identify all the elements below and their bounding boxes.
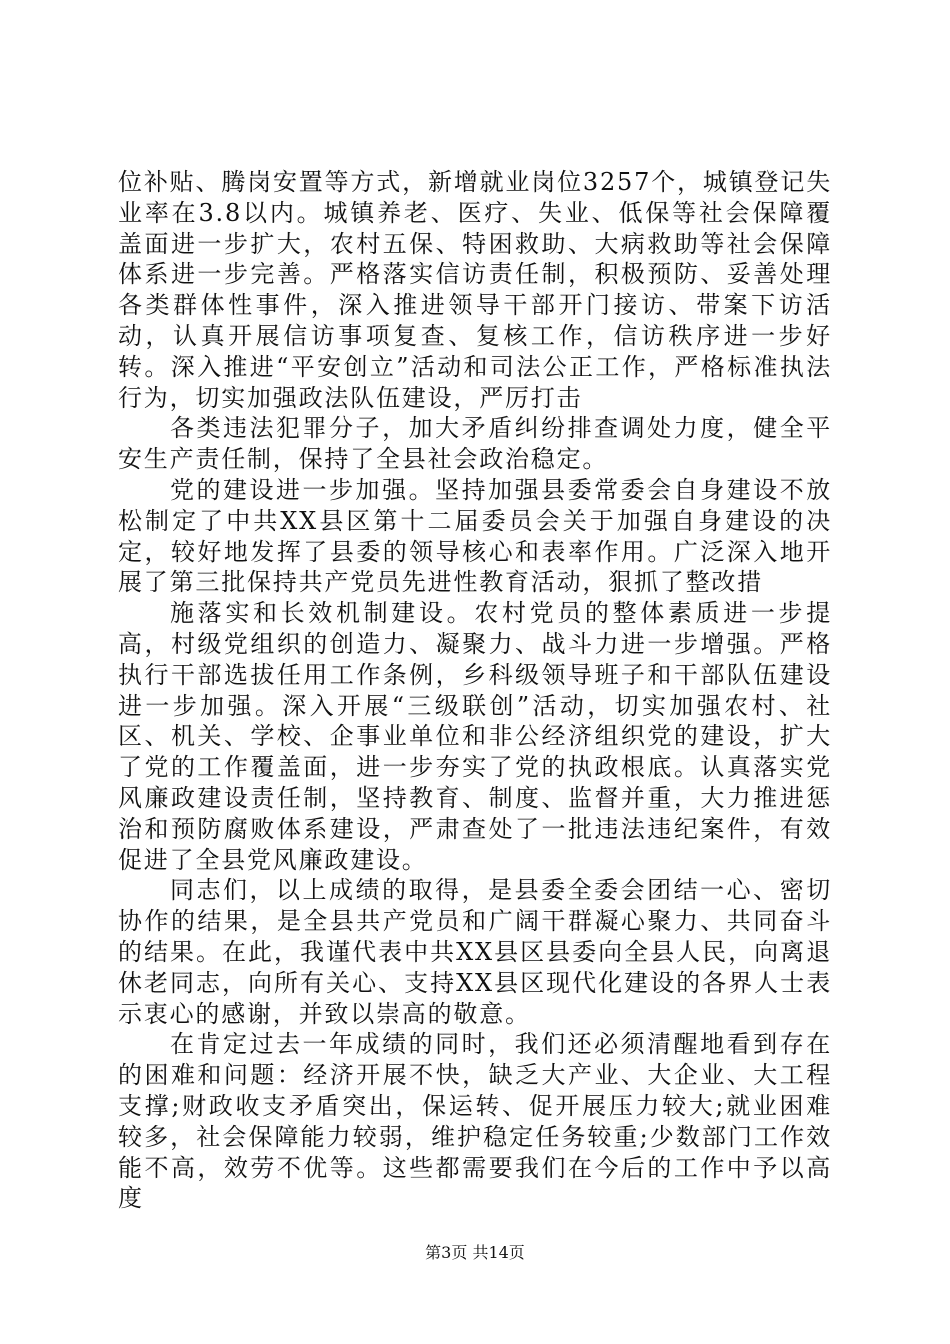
paragraph-2: 各类违法犯罪分子，加大矛盾纠纷排查调处力度，健全平安生产责任制，保持了全县社会政治稳定。 <box>118 414 832 474</box>
paragraph-1: 位补贴、腾岗安置等方式，新增就业岗位3257个，城镇登记失业率在3.8以内。城镇养老、医疗、失业、低保等社会保障覆盖面进一步扩大，农村五保、特困救助、大病救助等社会保障体系进一步完善。严格落实信访责任制，积极预防、妥善处理各类群体性事件，深入推进领导干部开门接访、带案下访活动，认真开展信访事项复查、复核工作，信访秩序进一步好转。深入推进“平安创立”活动和司法公正工作，严格标准执法行为，切实加强政法队伍建设，严厉打击 <box>118 168 832 412</box>
document-body <box>118 167 832 1214</box>
paragraph-5: 同志们，以上成绩的取得，是县委全委会团结一心、密切协作的结果，是全县共产党员和广阔干群凝心聚力、共同奋斗的结果。在此，我谨代表中共XX县区县委向全县人民，向离退休老同志，向所有关心、支持XX县区现代化建设的各界人士表示衷心的感谢，并致以崇高的敬意。 <box>118 876 832 1028</box>
paragraph-3: 党的建设进一步加强。坚持加强县委常委会自身建设不放松制定了中共XX县区第十二届委员会关于加强自身建设的决定，较好地发挥了县委的领导核心和表率作用。广泛深入地开展了第三批保持共产党员先进性教育活动，狠抓了整改措 <box>118 475 832 597</box>
paragraph-4: 施落实和长效机制建设。农村党员的整体素质进一步提高，村级党组织的创造力、凝聚力、战斗力进一步增强。严格执行干部选拔任用工作条例，乡科级领导班子和干部队伍建设进一步加强。深入开展“三级联创”活动，切实加强农村、社区、机关、学校、企事业单位和非公经济组织党的建设，扩大了党的工作覆盖面，进一步夯实了党的执政根底。认真落实党风廉政建设责任制，坚持教育、制度、监督并重，大力推进惩治和预防腐败体系建设，严肃查处了一批违法违纪案件，有效促进了全县党风廉政建设。 <box>118 599 832 874</box>
paragraph-6: 在肯定过去一年成绩的同时，我们还必须清醒地看到存在的困难和问题：经济开展不快，缺乏大产业、大企业、大工程支撑;财政收支矛盾突出，保运转、促开展压力较大;就业困难较多，社会保障能力较弱，维护稳定任务较重;少数部门工作效能不高，效劳不优等。这些都需要我们在今后的工作中予以高度 <box>118 1030 832 1213</box>
page-footer: 第3页 共14页 <box>425 1243 525 1262</box>
